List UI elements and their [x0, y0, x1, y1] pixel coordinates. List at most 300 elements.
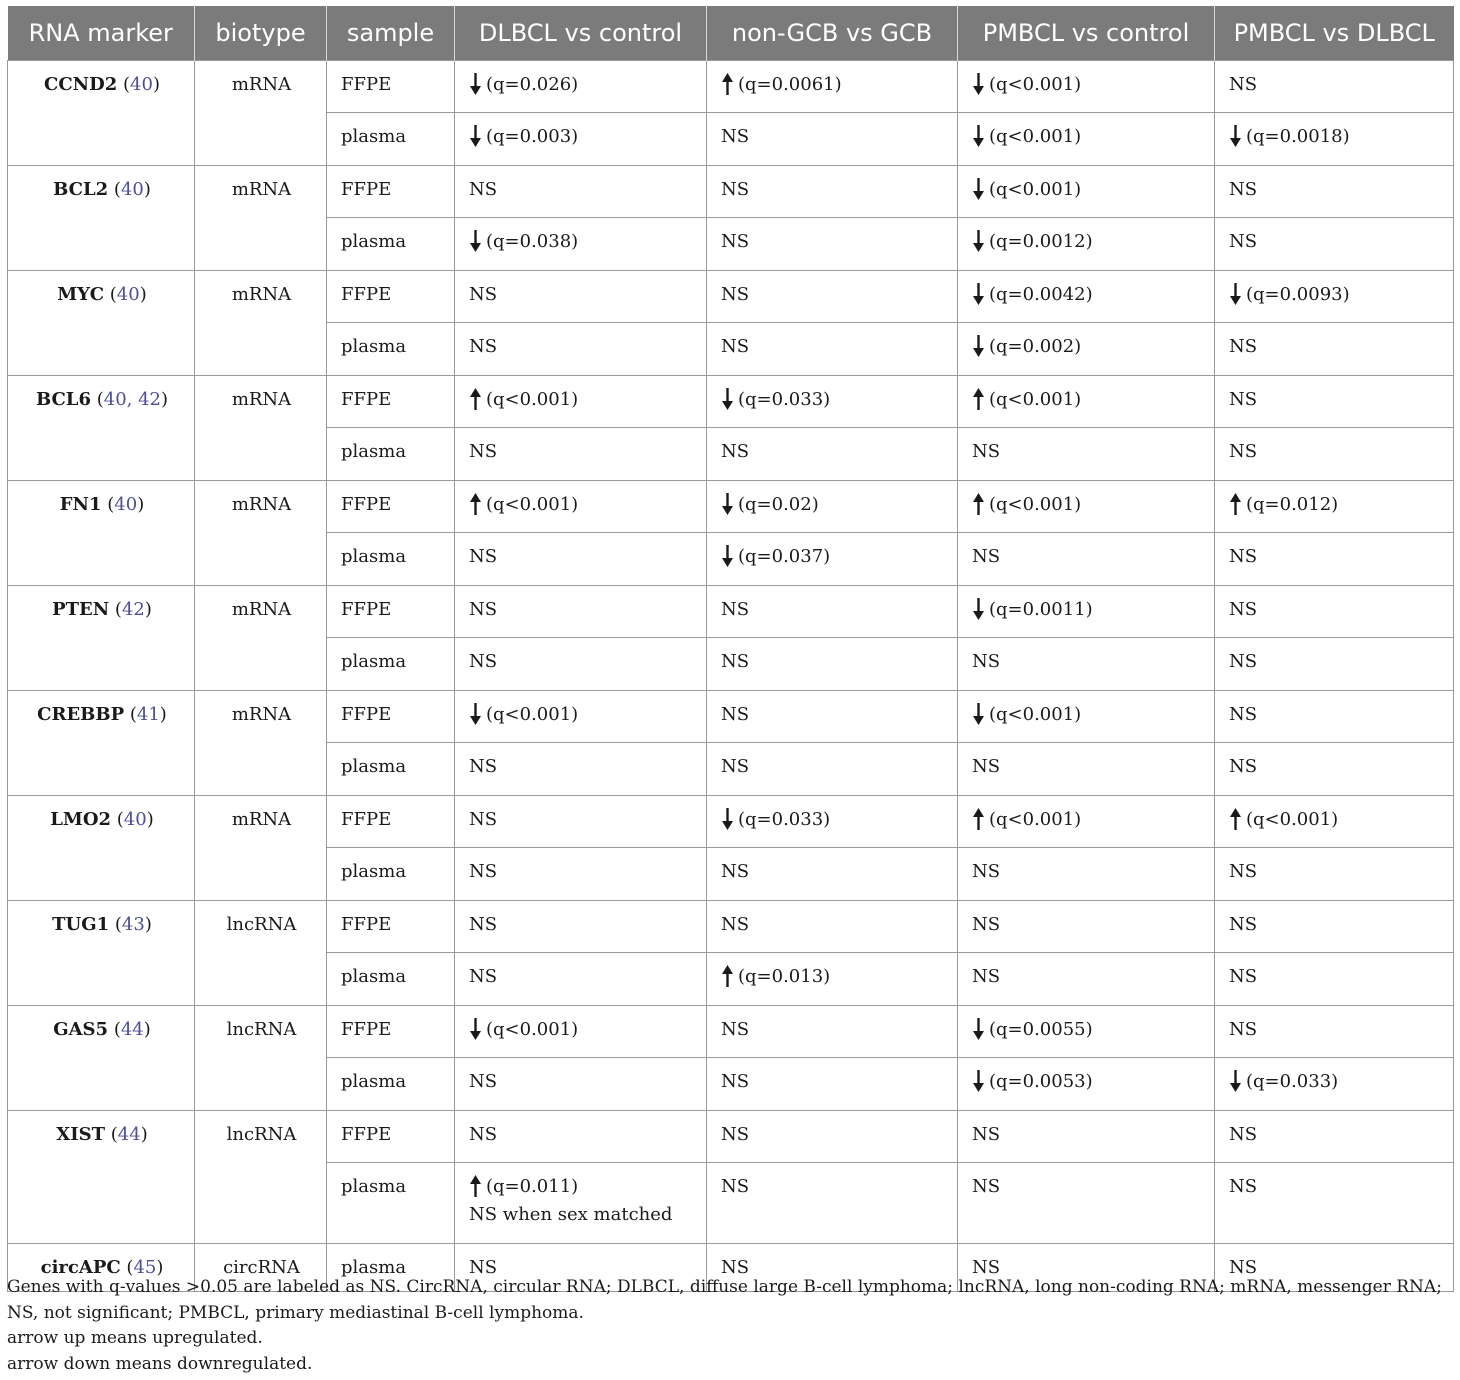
citation-link[interactable]: 44	[117, 1123, 141, 1145]
biotype-cell: mRNA	[195, 690, 327, 795]
result-cell	[455, 952, 707, 1005]
result-cell	[455, 112, 707, 165]
header-sample: sample	[327, 6, 455, 60]
result-value: NS	[1229, 335, 1258, 357]
citation-link[interactable]: 45	[133, 1256, 157, 1278]
biotype-cell: mRNA	[195, 60, 327, 165]
result-cell	[1215, 1110, 1454, 1162]
sample-cell: FFPE	[327, 165, 455, 217]
rna-marker-cell: FN1 (40)	[8, 480, 195, 585]
result-value: NS	[972, 650, 1001, 672]
result-value: NS	[1229, 598, 1258, 620]
result-value: (q<0.001)	[486, 1018, 579, 1040]
result-value: (q<0.001)	[989, 493, 1082, 515]
arrow-up-icon	[469, 388, 482, 410]
table-row	[8, 375, 1454, 427]
rna-marker-cell: MYC (40)	[8, 270, 195, 375]
arrow-up-icon	[972, 808, 985, 830]
result-cell	[707, 847, 958, 900]
marker-name: PTEN	[52, 598, 110, 620]
result-cell	[707, 165, 958, 217]
result-value: NS	[469, 755, 498, 777]
sample-cell: plasma	[327, 1162, 455, 1243]
result-value: (q=0.033)	[738, 388, 831, 410]
result-cell	[1215, 1162, 1454, 1243]
result-cell	[1215, 900, 1454, 952]
result-cell	[707, 795, 958, 847]
result-cell	[455, 375, 707, 427]
arrow-down-icon	[972, 230, 985, 252]
marker-name: BCL6	[35, 388, 91, 410]
result-cell	[707, 427, 958, 480]
sample-cell: plasma	[327, 637, 455, 690]
result-cell	[455, 270, 707, 322]
result-cell	[707, 1162, 958, 1243]
result-value: (q=0.0011)	[989, 598, 1093, 620]
result-value: (q<0.001)	[486, 703, 579, 725]
result-value: (q<0.001)	[989, 703, 1082, 725]
result-cell	[455, 60, 707, 112]
result-value: NS	[721, 1018, 750, 1040]
result-cell	[1215, 795, 1454, 847]
sample-cell: FFPE	[327, 585, 455, 637]
arrow-down-icon	[972, 125, 985, 147]
sample-cell: plasma	[327, 847, 455, 900]
result-cell	[707, 480, 958, 532]
result-value: NS	[469, 965, 498, 987]
arrow-down-icon	[721, 545, 734, 567]
header-dlbcl-vs-control: DLBCL vs control	[455, 6, 707, 60]
table-row	[8, 585, 1454, 637]
biotype-cell: lncRNA	[195, 900, 327, 1005]
sample-cell: FFPE	[327, 1005, 455, 1057]
result-cell	[958, 217, 1215, 270]
rna-marker-cell: circAPC (45)	[8, 1243, 195, 1291]
result-value: NS	[1229, 178, 1258, 200]
marker-name: MYC	[57, 283, 105, 305]
result-cell	[455, 1162, 707, 1243]
table-row	[8, 60, 1454, 112]
result-value: NS	[1229, 1175, 1258, 1197]
result-cell	[958, 742, 1215, 795]
result-value: (q<0.001)	[486, 388, 579, 410]
result-value: (q<0.001)	[989, 125, 1082, 147]
marker-name: circAPC	[40, 1256, 121, 1278]
result-note: NS when sex matched	[469, 1203, 673, 1225]
result-value: NS	[721, 913, 750, 935]
biotype-cell: mRNA	[195, 375, 327, 480]
result-value: NS	[721, 125, 750, 147]
result-value: NS	[721, 650, 750, 672]
result-value: NS	[469, 440, 498, 462]
result-cell	[707, 322, 958, 375]
result-value: (q=0.0093)	[1246, 283, 1350, 305]
biotype-cell: mRNA	[195, 270, 327, 375]
citation-link[interactable]: 40	[130, 73, 153, 95]
result-value: NS	[469, 283, 498, 305]
result-cell	[1215, 217, 1454, 270]
rna-marker-cell: GAS5 (44)	[8, 1005, 195, 1110]
result-value: NS	[721, 283, 750, 305]
result-cell	[707, 742, 958, 795]
table-container	[7, 6, 1453, 1292]
result-cell	[1215, 847, 1454, 900]
result-cell	[707, 637, 958, 690]
table-row	[8, 1110, 1454, 1162]
arrow-up-icon	[721, 965, 734, 987]
result-value: (q=0.0012)	[989, 230, 1093, 252]
sample-cell: plasma	[327, 742, 455, 795]
citation-link[interactable]: 41	[136, 703, 160, 725]
sample-cell: plasma	[327, 112, 455, 165]
result-value: NS	[1229, 545, 1258, 567]
sample-cell: plasma	[327, 952, 455, 1005]
arrow-down-icon	[972, 703, 985, 725]
rna-marker-cell: XIST (44)	[8, 1110, 195, 1243]
header-row	[8, 6, 1454, 60]
result-cell	[1215, 322, 1454, 375]
arrow-up-icon	[1229, 493, 1242, 515]
result-cell	[958, 795, 1215, 847]
result-value: (q=0.037)	[738, 545, 831, 567]
result-value: NS	[1229, 440, 1258, 462]
sample-cell: plasma	[327, 1243, 455, 1291]
header-pmbcl-vs-control: PMBCL vs control	[958, 6, 1215, 60]
result-cell	[455, 637, 707, 690]
result-value: NS	[721, 178, 750, 200]
citation-link[interactable]: 40	[114, 493, 138, 515]
rna-marker-cell: CREBBP (41)	[8, 690, 195, 795]
result-value: NS	[1229, 1123, 1258, 1145]
result-value: NS	[469, 1256, 498, 1278]
result-cell	[707, 270, 958, 322]
sample-cell: plasma	[327, 217, 455, 270]
result-cell	[707, 532, 958, 585]
result-value: NS	[972, 1256, 1001, 1278]
result-value: (q=0.026)	[486, 73, 579, 95]
arrow-down-icon	[721, 388, 734, 410]
result-cell	[455, 532, 707, 585]
result-value: (q<0.001)	[989, 73, 1082, 95]
footnote-arrow-down: arrow down means downregulated.	[7, 1353, 313, 1374]
result-value: NS	[1229, 650, 1258, 672]
sample-cell: plasma	[327, 427, 455, 480]
result-value: (q=0.0018)	[1246, 125, 1350, 147]
table-row	[8, 480, 1454, 532]
result-value: NS	[1229, 1256, 1258, 1278]
arrow-down-icon	[469, 73, 482, 95]
result-cell	[1215, 375, 1454, 427]
citation-link[interactable]: 44	[120, 1018, 144, 1040]
biotype-cell: circRNA	[195, 1243, 327, 1291]
result-cell	[958, 165, 1215, 217]
result-value: NS	[469, 860, 498, 882]
result-cell	[455, 690, 707, 742]
result-cell	[1215, 742, 1454, 795]
result-value: NS	[972, 755, 1001, 777]
result-value: NS	[972, 860, 1001, 882]
result-cell	[707, 112, 958, 165]
result-value: NS	[721, 703, 750, 725]
table-row	[8, 795, 1454, 847]
result-value: (q=0.0053)	[989, 1070, 1093, 1092]
rna-marker-cell: PTEN (42)	[8, 585, 195, 690]
arrow-down-icon	[721, 808, 734, 830]
result-value: NS	[721, 1256, 750, 1278]
citation-link[interactable]: 43	[121, 913, 145, 935]
result-value: NS	[1229, 388, 1258, 410]
result-cell	[707, 1005, 958, 1057]
header-pmbcl-vs-dlbcl: PMBCL vs DLBCL	[1215, 6, 1454, 60]
marker-name: TUG1	[52, 913, 110, 935]
marker-name: LMO2	[50, 808, 112, 830]
result-value: NS	[469, 913, 498, 935]
result-cell	[707, 217, 958, 270]
biotype-cell: lncRNA	[195, 1005, 327, 1110]
rna-marker-cell: CCND2 (40)	[8, 60, 195, 165]
marker-name: XIST	[56, 1123, 106, 1145]
result-value: (q=0.038)	[486, 230, 579, 252]
result-cell	[455, 900, 707, 952]
arrow-down-icon	[972, 335, 985, 357]
sample-cell: FFPE	[327, 60, 455, 112]
result-value: (q=0.033)	[738, 808, 831, 830]
header-rna-marker: RNA marker	[8, 6, 195, 60]
result-value: NS	[721, 440, 750, 462]
result-cell	[958, 690, 1215, 742]
result-value: (q<0.001)	[989, 808, 1082, 830]
table-header	[8, 6, 1454, 60]
result-cell	[958, 1110, 1215, 1162]
result-cell	[958, 532, 1215, 585]
result-value: NS	[721, 1070, 750, 1092]
rna-marker-cell: LMO2 (40)	[8, 795, 195, 900]
result-cell	[455, 217, 707, 270]
result-cell	[455, 585, 707, 637]
result-value: (q=0.011)	[486, 1175, 579, 1197]
result-value: NS	[972, 913, 1001, 935]
result-cell	[1215, 637, 1454, 690]
table-row	[8, 690, 1454, 742]
result-cell	[958, 112, 1215, 165]
sample-cell: FFPE	[327, 480, 455, 532]
result-cell	[958, 375, 1215, 427]
result-value: (q=0.0055)	[989, 1018, 1093, 1040]
result-cell	[707, 1057, 958, 1110]
sample-cell: plasma	[327, 532, 455, 585]
table-row	[8, 270, 1454, 322]
rna-marker-cell: BCL6 (40, 42)	[8, 375, 195, 480]
biotype-cell: mRNA	[195, 480, 327, 585]
citation-link[interactable]: 40, 42	[103, 388, 162, 410]
result-value: NS	[972, 440, 1001, 462]
result-cell	[707, 900, 958, 952]
result-value: NS	[1229, 860, 1258, 882]
result-value: NS	[1229, 913, 1258, 935]
result-value: (q=0.013)	[738, 965, 831, 987]
result-cell	[1215, 690, 1454, 742]
arrow-down-icon	[1229, 125, 1242, 147]
result-cell	[1215, 112, 1454, 165]
result-cell	[1215, 585, 1454, 637]
biotype-cell: mRNA	[195, 165, 327, 270]
header-nongcb-vs-gcb: non-GCB vs GCB	[707, 6, 958, 60]
table-row	[8, 1005, 1454, 1057]
result-value: NS	[469, 1070, 498, 1092]
arrow-down-icon	[721, 493, 734, 515]
result-value: NS	[1229, 230, 1258, 252]
result-cell	[707, 952, 958, 1005]
sample-cell: FFPE	[327, 795, 455, 847]
result-value: (q=0.012)	[1246, 493, 1339, 515]
result-cell	[958, 480, 1215, 532]
result-cell	[707, 585, 958, 637]
arrow-down-icon	[972, 283, 985, 305]
citation-link[interactable]: 40	[116, 283, 140, 305]
result-value: NS	[1229, 755, 1258, 777]
result-value: NS	[469, 650, 498, 672]
result-value: NS	[469, 1123, 498, 1145]
result-cell	[455, 795, 707, 847]
result-value: NS	[721, 1175, 750, 1197]
result-value: NS	[721, 598, 750, 620]
footnote-abbreviations: Genes with q-values >0.05 are labeled as NS. CircRNA, circular RNA; DLBCL, diffuse large B-cell lymphoma; lncRNA, long non-coding RNA; mRNA, messenger RNA; NS, not significant; PMBCL, primary mediastinal B-cell lymphoma.	[7, 1277, 1442, 1323]
result-cell	[707, 375, 958, 427]
arrow-up-icon	[972, 493, 985, 515]
citation-link[interactable]: 40	[120, 178, 144, 200]
result-cell	[958, 270, 1215, 322]
citation-link[interactable]: 40	[123, 808, 147, 830]
result-cell	[455, 847, 707, 900]
result-cell	[1215, 952, 1454, 1005]
result-value: NS	[721, 335, 750, 357]
result-cell	[958, 1005, 1215, 1057]
arrow-up-icon	[469, 1175, 482, 1197]
result-cell	[958, 952, 1215, 1005]
result-value: NS	[721, 1123, 750, 1145]
marker-name: CREBBP	[37, 703, 125, 725]
result-value: (q<0.001)	[1246, 808, 1339, 830]
result-cell	[1215, 165, 1454, 217]
result-cell	[707, 60, 958, 112]
rna-marker-table	[7, 6, 1454, 1292]
biotype-cell: lncRNA	[195, 1110, 327, 1243]
result-cell	[455, 322, 707, 375]
result-value: NS	[469, 598, 498, 620]
result-value: (q=0.003)	[486, 125, 579, 147]
result-cell	[1215, 270, 1454, 322]
table-body	[8, 60, 1454, 1291]
result-cell	[958, 60, 1215, 112]
sample-cell: FFPE	[327, 900, 455, 952]
result-cell	[1215, 532, 1454, 585]
arrow-down-icon	[972, 73, 985, 95]
arrow-up-icon	[721, 73, 734, 95]
result-cell	[958, 847, 1215, 900]
biotype-cell: mRNA	[195, 795, 327, 900]
result-cell	[958, 900, 1215, 952]
result-value: NS	[469, 808, 498, 830]
result-value: (q<0.001)	[486, 493, 579, 515]
result-cell	[1215, 60, 1454, 112]
arrow-down-icon	[972, 598, 985, 620]
result-value: NS	[721, 755, 750, 777]
marker-name: CCND2	[44, 73, 118, 95]
result-cell	[707, 690, 958, 742]
result-cell	[958, 322, 1215, 375]
arrow-up-icon	[972, 388, 985, 410]
result-cell	[958, 427, 1215, 480]
result-value: NS	[972, 1175, 1001, 1197]
result-value: NS	[1229, 1018, 1258, 1040]
result-cell	[958, 637, 1215, 690]
result-value: NS	[1229, 73, 1258, 95]
result-cell	[1215, 1057, 1454, 1110]
arrow-down-icon	[972, 178, 985, 200]
sample-cell: plasma	[327, 1057, 455, 1110]
arrow-down-icon	[469, 703, 482, 725]
result-value: NS	[721, 860, 750, 882]
result-value: NS	[469, 335, 498, 357]
result-value: NS	[972, 1123, 1001, 1145]
arrow-up-icon	[1229, 808, 1242, 830]
marker-name: GAS5	[53, 1018, 109, 1040]
result-cell	[1215, 480, 1454, 532]
marker-name: BCL2	[53, 178, 109, 200]
result-value: NS	[1229, 965, 1258, 987]
result-value: (q<0.001)	[989, 178, 1082, 200]
sample-cell: plasma	[327, 322, 455, 375]
sample-cell: FFPE	[327, 270, 455, 322]
arrow-down-icon	[972, 1018, 985, 1040]
rna-marker-cell: BCL2 (40)	[8, 165, 195, 270]
biotype-cell: mRNA	[195, 585, 327, 690]
table-row	[8, 900, 1454, 952]
result-cell	[1215, 427, 1454, 480]
result-value: (q=0.002)	[989, 335, 1082, 357]
sample-cell: FFPE	[327, 1110, 455, 1162]
result-cell	[958, 585, 1215, 637]
marker-name: FN1	[59, 493, 102, 515]
result-cell	[455, 427, 707, 480]
result-cell	[455, 480, 707, 532]
result-cell	[707, 1110, 958, 1162]
arrow-down-icon	[1229, 1070, 1242, 1092]
result-value: NS	[972, 965, 1001, 987]
result-value: NS	[469, 545, 498, 567]
result-cell	[958, 1057, 1215, 1110]
table-row	[8, 165, 1454, 217]
result-cell	[455, 1057, 707, 1110]
arrow-down-icon	[469, 230, 482, 252]
header-biotype: biotype	[195, 6, 327, 60]
arrow-down-icon	[1229, 283, 1242, 305]
result-value: NS	[972, 545, 1001, 567]
result-cell	[455, 1005, 707, 1057]
result-cell	[455, 165, 707, 217]
citation-link[interactable]: 42	[121, 598, 145, 620]
result-value: (q<0.001)	[989, 388, 1082, 410]
result-value: NS	[469, 178, 498, 200]
footnote-arrow-up: arrow up means upregulated.	[7, 1328, 263, 1348]
result-cell	[455, 1110, 707, 1162]
result-cell	[455, 742, 707, 795]
sample-cell: FFPE	[327, 690, 455, 742]
result-value: NS	[1229, 703, 1258, 725]
arrow-down-icon	[972, 1070, 985, 1092]
result-value: NS	[721, 230, 750, 252]
result-value: (q=0.0042)	[989, 283, 1093, 305]
